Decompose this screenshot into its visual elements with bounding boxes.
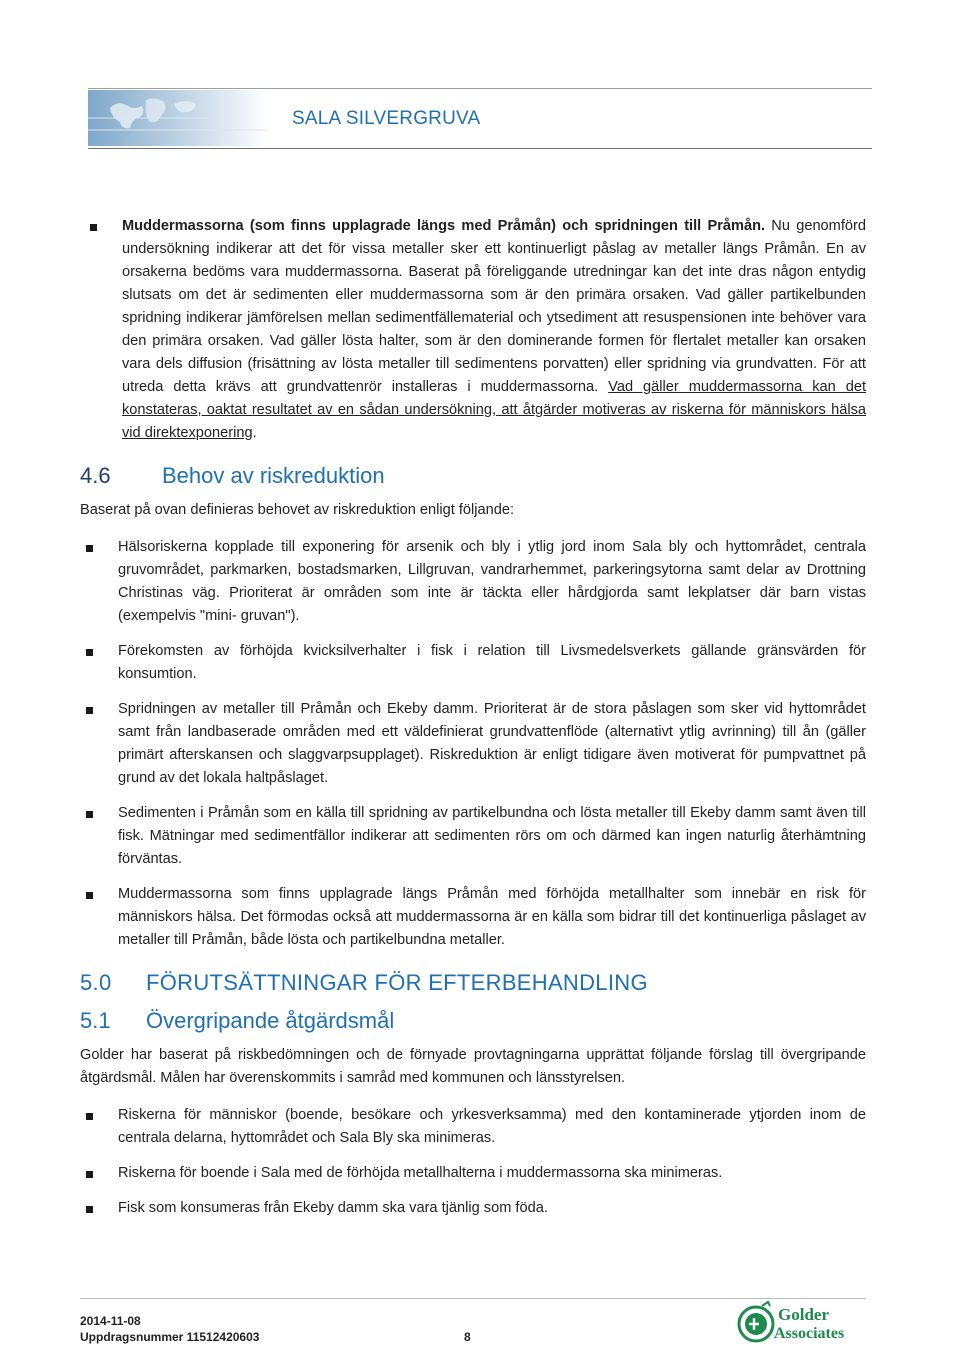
bullet-square-icon	[86, 1206, 93, 1213]
header-top-rule	[88, 88, 872, 89]
list-item-text: Muddermassorna som finns upplagrade längs Pråmån med förhöjda metallhalter som innebär en risk för människors hälsa. Det förmodas också att muddermassorna är en källa som bidrar till det kontinuerliga påslaget av metaller till Pråmån, både lösta och partikelbundna metaller.	[118, 886, 866, 948]
list-item	[80, 1162, 866, 1185]
goals-list	[80, 1104, 866, 1220]
bullet-text: Nu genomförd undersökning indikerar att det för vissa metaller sker ett kontinuerligt påslag av metaller längs Pråmån. En av orsakerna bedöms vara muddermassorna. Baserat på föreliggande utredningar kan det inte dras någon entydig slutsats om det är sedimenten eller muddermassorna som är den primära orsaken. Vad gäller partikelbunden spridning indikerar jämförelsen mellan sedimentfällematerial och ytsediment att resuspensionen inte behöver vara den primära orsaken. Vad gäller lösta halter, som är den dominerande formen för flertalet metaller kan orsaken vara dels diffusion (frisättning av lösta metaller till sedimentens porvatten) eller spridning via grundvatten. För att utreda detta krävs att grundvattenrör installeras i muddermassorna.	[122, 218, 866, 395]
page-footer	[80, 1298, 866, 1343]
list-item-text: Fisk som konsumeras från Ekeby damm ska vara tjänlig som föda.	[118, 1200, 548, 1216]
list-item-text: Riskerna för människor (boende, besökare och yrkesverksamma) med den kontaminerade ytjorden inom de centrala delarna, hyttområdet och Sala Bly ska minimeras.	[118, 1107, 866, 1146]
risk-reduction-list	[80, 536, 866, 952]
section-title: FÖRUTSÄTTNINGAR FÖR EFTERBEHANDLING	[146, 970, 648, 995]
bullet-bold-lead: Muddermassorna (som finns upplagrade längs med Pråmån) och spridningen till Pråmån.	[122, 218, 766, 234]
section-5-1-intro: Golder har baserat på riskbedömningen och de förnyade provtagningarna upprättat följande förslag till övergripande åtgärdsmål. Målen har överenskommits i samråd med kommunen och länsstyrelsen.	[80, 1047, 866, 1086]
bullet-square-icon	[90, 224, 97, 231]
section-number: 4.6	[80, 463, 111, 488]
list-item-text: Spridningen av metaller till Pråmån och Ekeby damm. Prioriterat är de stora påslagen som sker vid hyttområdet samt från landbaserade områden med ett väldefinierat grundvattenflöde (alternativt ytlig avrinning) till ån (gäller primärt afterskansen och slaggvarpsupplaget). Riskreduktion är enligt tidigare även motiverat för pumpvattnet på grund av det lokala haltpåslaget.	[118, 701, 866, 786]
section-title: Behov av riskreduktion	[162, 463, 385, 488]
page-header	[88, 88, 872, 150]
bullet-square-icon	[86, 811, 93, 818]
golder-associates-logo-icon	[736, 1300, 866, 1344]
section-heading-5-1	[80, 1008, 866, 1034]
list-item-text: Förekomsten av förhöjda kvicksilverhalter i fisk i relation till Livsmedelsverkets gällande gränsvärden för konsumtion.	[118, 643, 866, 682]
list-item	[80, 698, 866, 790]
list-item	[80, 1104, 866, 1150]
header-bottom-rule	[88, 148, 872, 149]
list-item-text: Hälsoriskerna kopplade till exponering för arsenik och bly i ytlig jord inom Sala bly och hyttområdet, centrala gruvområdet, parkmarken, bostadsmarken, Lillgruvan, vandrarhemmet, parkeringsytorna samt delar av Drottning Christinas väg. Prioriterat är områden som inte är täckta eller hårdgjorda samt lekplatser där barn vistas (exempelvis "mini- gruvan").	[118, 539, 866, 624]
bullet-square-icon	[86, 545, 93, 552]
bullet-square-icon	[86, 892, 93, 899]
document-header-title: SALA SILVERGRUVA	[292, 108, 481, 129]
list-item	[80, 883, 866, 952]
footer-rule	[80, 1298, 866, 1299]
bullet-square-icon	[86, 1113, 93, 1120]
bullet-end: .	[252, 425, 257, 441]
bullet-underlined-text: Vad gäller muddermassorna kan det konstateras, oaktat resultatet av en sådan undersökning, att åtgärder motiveras av riskerna för människors hälsa vid direktexponering	[122, 379, 867, 441]
section-title: Övergripande åtgärdsmål	[146, 1008, 395, 1033]
bullet-square-icon	[86, 1171, 93, 1178]
list-item	[84, 215, 866, 445]
section-number: 5.1	[80, 1008, 111, 1033]
list-item	[80, 536, 866, 628]
logo-text-line-1: Golder	[778, 1305, 829, 1324]
footer-assignment-number: Uppdragsnummer 11512420603	[80, 1330, 260, 1344]
list-item	[80, 640, 866, 686]
list-item-text: Sedimenten i Pråmån som en källa till spridning av partikelbundna och lösta metaller till Ekeby damm samt även till fisk. Mätningar med sedimentfällor indikerar att sedimenten rörs om och därmed kan ingen naturlig återhämtning förväntas.	[118, 805, 866, 867]
list-item-text: Riskerna för boende i Sala med de förhöjda metallhalterna i muddermassorna ska minimeras.	[118, 1165, 723, 1181]
list-item	[80, 1197, 866, 1220]
list-item	[80, 802, 866, 871]
footer-date: 2014-11-08	[80, 1314, 141, 1328]
bullet-square-icon	[86, 649, 93, 656]
bullet-square-icon	[86, 707, 93, 714]
document-body	[80, 215, 866, 1232]
section-number: 5.0	[80, 970, 112, 995]
section-heading-4-6	[80, 463, 866, 489]
section-4-6-intro: Baserat på ovan definieras behovet av riskreduktion enligt följande:	[80, 502, 515, 518]
page-number: 8	[464, 1330, 471, 1344]
intro-bullet-list	[80, 215, 866, 445]
world-map-banner-image	[88, 90, 268, 146]
section-heading-5-0	[80, 970, 866, 996]
logo-text-line-2: Associates	[774, 1325, 845, 1342]
